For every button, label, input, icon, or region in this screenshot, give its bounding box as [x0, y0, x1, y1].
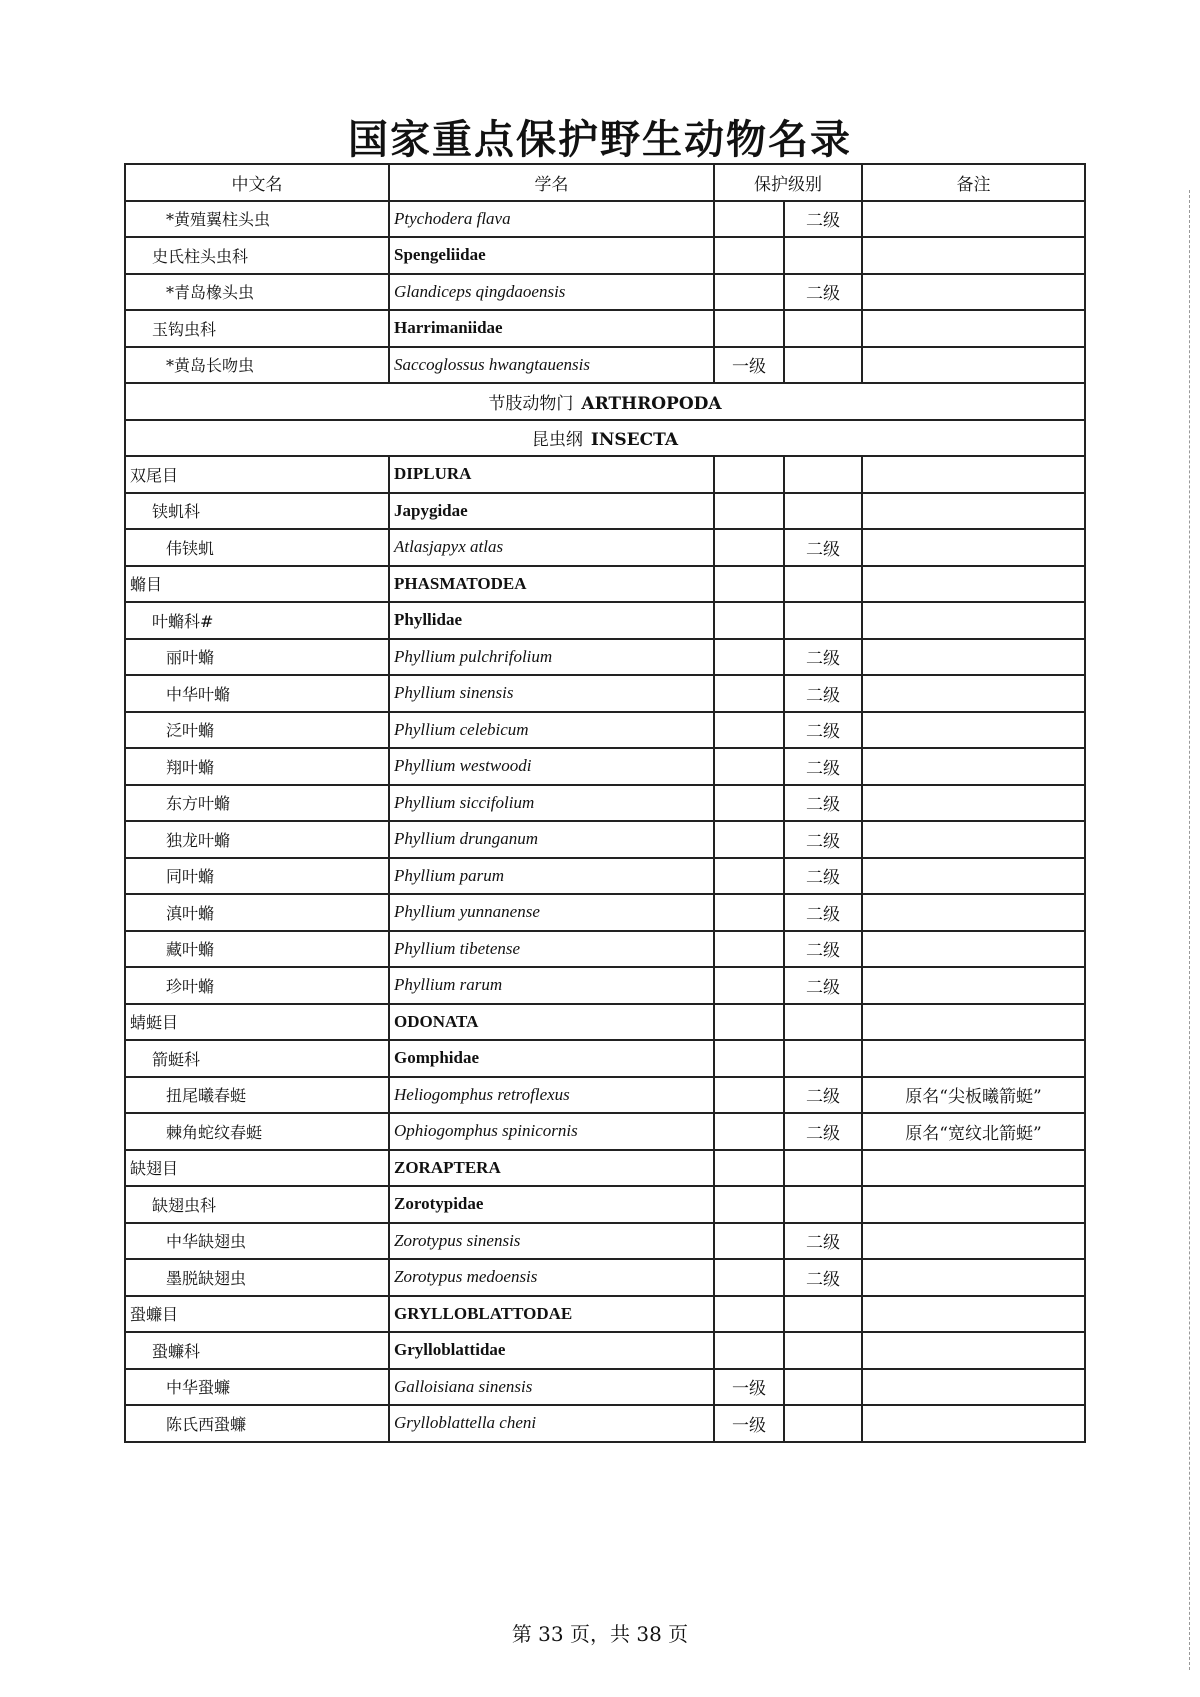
level-one-cell — [714, 529, 784, 566]
scientific-name-cell: Heliogomphus retroflexus — [389, 1077, 714, 1114]
table-row — [125, 1150, 1085, 1187]
scientific-name-cell: Harrimaniidae — [389, 310, 714, 347]
table-row — [125, 420, 1085, 457]
table-row — [125, 931, 1085, 968]
note-cell — [862, 639, 1085, 676]
level-two-cell — [784, 1040, 862, 1077]
note-cell: 原名“宽纹北箭蜓” — [862, 1113, 1085, 1150]
chinese-name-cell: 东方叶䗛 — [125, 785, 389, 822]
group-chinese-name: 节肢动物门 — [488, 393, 574, 414]
scientific-name-cell: Phyllium drunganum — [389, 821, 714, 858]
note-cell — [862, 1186, 1085, 1223]
taxon-group-heading — [125, 420, 1085, 457]
group-chinese-name: 昆虫纲 — [531, 430, 583, 451]
chinese-name-cell: 中华蛩蠊 — [125, 1369, 389, 1406]
scientific-name-cell: Phyllium westwoodi — [389, 748, 714, 785]
chinese-name-cell: 史氏柱头虫科 — [125, 237, 389, 274]
scientific-name-cell: Gomphidae — [389, 1040, 714, 1077]
chinese-name-cell: 翔叶䗛 — [125, 748, 389, 785]
note-cell — [862, 274, 1085, 311]
page-title: 国家重点保护野生动物名录 — [348, 116, 852, 163]
level-two-cell — [784, 310, 862, 347]
level-two-cell — [784, 237, 862, 274]
note-cell — [862, 675, 1085, 712]
chinese-name-cell: *青岛橡头虫 — [125, 274, 389, 311]
level-two-cell: 二级 — [784, 821, 862, 858]
table-row — [125, 201, 1085, 238]
level-two-cell: 二级 — [784, 748, 862, 785]
level-two-cell: 二级 — [784, 639, 862, 676]
level-one-cell — [714, 858, 784, 895]
note-cell — [862, 1405, 1085, 1442]
note-cell — [862, 1369, 1085, 1406]
table-row — [125, 967, 1085, 1004]
level-two-cell — [784, 1369, 862, 1406]
note-cell — [862, 1259, 1085, 1296]
table-row — [125, 529, 1085, 566]
level-one-cell — [714, 712, 784, 749]
level-two-cell — [784, 1186, 862, 1223]
level-two-cell — [784, 1296, 862, 1333]
note-cell — [862, 493, 1085, 530]
scientific-name-cell: GRYLLOBLATTODAE — [389, 1296, 714, 1333]
level-two-cell: 二级 — [784, 785, 862, 822]
table-row — [125, 858, 1085, 895]
table-row — [125, 566, 1085, 603]
level-two-cell: 二级 — [784, 1259, 862, 1296]
chinese-name-cell: *黄殖翼柱头虫 — [125, 201, 389, 238]
note-cell — [862, 712, 1085, 749]
scientific-name-cell: Zorotypidae — [389, 1186, 714, 1223]
level-one-cell — [714, 1223, 784, 1260]
chinese-name-cell: 珍叶䗛 — [125, 967, 389, 1004]
table-row — [125, 1296, 1085, 1333]
note-cell — [862, 1332, 1085, 1369]
level-one-cell — [714, 274, 784, 311]
chinese-name-cell: 䗛目 — [125, 566, 389, 603]
table-row — [125, 456, 1085, 493]
table-row — [125, 1040, 1085, 1077]
scientific-name-cell: Phyllium yunnanense — [389, 894, 714, 931]
level-two-cell: 二级 — [784, 1077, 862, 1114]
level-one-cell — [714, 639, 784, 676]
table-row — [125, 1332, 1085, 1369]
scientific-name-cell: PHASMATODEA — [389, 566, 714, 603]
chinese-name-cell: 蜻蜓目 — [125, 1004, 389, 1041]
scientific-name-cell: Grylloblattella cheni — [389, 1405, 714, 1442]
level-one-cell — [714, 675, 784, 712]
table-row — [125, 602, 1085, 639]
chinese-name-cell: 玉钩虫科 — [125, 310, 389, 347]
header-protection-level: 保护级别 — [714, 164, 862, 201]
chinese-name-cell: 陈氏西蛩蠊 — [125, 1405, 389, 1442]
header-chinese-name: 中文名 — [125, 164, 389, 201]
scientific-name-cell: Glandiceps qingdaoensis — [389, 274, 714, 311]
table-row — [125, 383, 1085, 420]
level-two-cell: 二级 — [784, 274, 862, 311]
chinese-name-cell: 箭蜓科 — [125, 1040, 389, 1077]
level-one-cell — [714, 1259, 784, 1296]
table-row — [125, 1113, 1085, 1150]
note-cell — [862, 456, 1085, 493]
level-one-cell — [714, 1077, 784, 1114]
table-row — [125, 1405, 1085, 1442]
scientific-name-cell: Ophiogomphus spinicornis — [389, 1113, 714, 1150]
level-one-cell: 一级 — [714, 347, 784, 384]
level-one-cell — [714, 1113, 784, 1150]
level-one-cell — [714, 1150, 784, 1187]
note-cell — [862, 931, 1085, 968]
level-one-cell — [714, 931, 784, 968]
level-two-cell — [784, 1150, 862, 1187]
chinese-name-cell: 叶䗛科# — [125, 602, 389, 639]
note-cell — [862, 894, 1085, 931]
table-header-row — [125, 164, 1085, 201]
chinese-name-cell: 扭尾曦春蜓 — [125, 1077, 389, 1114]
chinese-name-cell: 蛩蠊科 — [125, 1332, 389, 1369]
chinese-name-cell: 墨脱缺翅虫 — [125, 1259, 389, 1296]
chinese-name-cell: 藏叶䗛 — [125, 931, 389, 968]
scientific-name-cell: Phyllidae — [389, 602, 714, 639]
chinese-name-cell: 铗虮科 — [125, 493, 389, 530]
note-cell — [862, 858, 1085, 895]
note-cell — [862, 602, 1085, 639]
level-one-cell — [714, 1186, 784, 1223]
scientific-name-cell: Zorotypus medoensis — [389, 1259, 714, 1296]
scientific-name-cell: Phyllium rarum — [389, 967, 714, 1004]
note-cell — [862, 237, 1085, 274]
table-row — [125, 274, 1085, 311]
note-cell — [862, 967, 1085, 1004]
table-row — [125, 748, 1085, 785]
species-table — [124, 163, 1086, 1443]
level-one-cell — [714, 602, 784, 639]
chinese-name-cell: 同叶䗛 — [125, 858, 389, 895]
scientific-name-cell: Ptychodera flava — [389, 201, 714, 238]
level-two-cell — [784, 1405, 862, 1442]
table-row — [125, 347, 1085, 384]
table-row — [125, 639, 1085, 676]
level-one-cell — [714, 1296, 784, 1333]
level-one-cell — [714, 1004, 784, 1041]
table-row — [125, 1259, 1085, 1296]
scientific-name-cell: Grylloblattidae — [389, 1332, 714, 1369]
scientific-name-cell: Phyllium parum — [389, 858, 714, 895]
level-one-cell — [714, 785, 784, 822]
table-row — [125, 237, 1085, 274]
level-one-cell — [714, 894, 784, 931]
level-one-cell — [714, 493, 784, 530]
note-cell — [862, 201, 1085, 238]
chinese-name-cell: 泛叶䗛 — [125, 712, 389, 749]
level-two-cell: 二级 — [784, 1223, 862, 1260]
note-cell: 原名“尖板曦箭蜓” — [862, 1077, 1085, 1114]
level-two-cell: 二级 — [784, 967, 862, 1004]
chinese-name-cell: 缺翅目 — [125, 1150, 389, 1187]
table-row — [125, 493, 1085, 530]
scientific-name-cell: DIPLURA — [389, 456, 714, 493]
scientific-name-cell: Zorotypus sinensis — [389, 1223, 714, 1260]
scientific-name-cell: Saccoglossus hwangtauensis — [389, 347, 714, 384]
table-row — [125, 1369, 1085, 1406]
chinese-name-cell: 缺翅虫科 — [125, 1186, 389, 1223]
note-cell — [862, 785, 1085, 822]
scientific-name-cell: Galloisiana sinensis — [389, 1369, 714, 1406]
page-footer: 第 33 页，共 38 页 — [511, 1622, 689, 1646]
level-two-cell — [784, 602, 862, 639]
table-row — [125, 1077, 1085, 1114]
level-two-cell — [784, 456, 862, 493]
table-row — [125, 310, 1085, 347]
table-row — [125, 1004, 1085, 1041]
level-one-cell — [714, 456, 784, 493]
note-cell — [862, 1296, 1085, 1333]
level-one-cell: 一级 — [714, 1405, 784, 1442]
scientific-name-cell: Japygidae — [389, 493, 714, 530]
level-two-cell: 二级 — [784, 931, 862, 968]
chinese-name-cell: 滇叶䗛 — [125, 894, 389, 931]
chinese-name-cell: 丽叶䗛 — [125, 639, 389, 676]
scientific-name-cell: Phyllium sinensis — [389, 675, 714, 712]
level-one-cell — [714, 821, 784, 858]
chinese-name-cell: 双尾目 — [125, 456, 389, 493]
table-body — [125, 201, 1085, 1442]
level-two-cell — [784, 347, 862, 384]
table-row — [125, 894, 1085, 931]
scan-edge-line — [1188, 190, 1190, 1670]
note-cell — [862, 1004, 1085, 1041]
table-row — [125, 675, 1085, 712]
level-one-cell — [714, 748, 784, 785]
level-two-cell — [784, 1004, 862, 1041]
chinese-name-cell: 蛩蠊目 — [125, 1296, 389, 1333]
level-two-cell: 二级 — [784, 675, 862, 712]
table-row — [125, 1223, 1085, 1260]
scientific-name-cell: Phyllium celebicum — [389, 712, 714, 749]
taxon-group-heading — [125, 383, 1085, 420]
table-row — [125, 1186, 1085, 1223]
note-cell — [862, 1150, 1085, 1187]
scientific-name-cell: Phyllium tibetense — [389, 931, 714, 968]
header-notes: 备注 — [862, 164, 1085, 201]
group-scientific-name: INSECTA — [590, 430, 679, 451]
level-one-cell — [714, 967, 784, 1004]
note-cell — [862, 310, 1085, 347]
level-two-cell: 二级 — [784, 529, 862, 566]
chinese-name-cell: 中华缺翅虫 — [125, 1223, 389, 1260]
scientific-name-cell: Spengeliidae — [389, 237, 714, 274]
chinese-name-cell: 棘角蛇纹春蜓 — [125, 1113, 389, 1150]
chinese-name-cell: 中华叶䗛 — [125, 675, 389, 712]
level-two-cell: 二级 — [784, 858, 862, 895]
scientific-name-cell: ZORAPTERA — [389, 1150, 714, 1187]
level-one-cell — [714, 310, 784, 347]
level-two-cell: 二级 — [784, 1113, 862, 1150]
scientific-name-cell: Phyllium siccifolium — [389, 785, 714, 822]
chinese-name-cell: *黄岛长吻虫 — [125, 347, 389, 384]
level-one-cell — [714, 566, 784, 603]
level-two-cell — [784, 493, 862, 530]
chinese-name-cell: 伟铗虮 — [125, 529, 389, 566]
level-two-cell: 二级 — [784, 894, 862, 931]
note-cell — [862, 1223, 1085, 1260]
level-one-cell — [714, 237, 784, 274]
level-two-cell — [784, 1332, 862, 1369]
note-cell — [862, 1040, 1085, 1077]
note-cell — [862, 566, 1085, 603]
level-one-cell: 一级 — [714, 1369, 784, 1406]
level-one-cell — [714, 201, 784, 238]
scientific-name-cell: Phyllium pulchrifolium — [389, 639, 714, 676]
table-row — [125, 821, 1085, 858]
level-two-cell: 二级 — [784, 712, 862, 749]
table-row — [125, 785, 1085, 822]
header-scientific-name: 学名 — [389, 164, 714, 201]
chinese-name-cell: 独龙叶䗛 — [125, 821, 389, 858]
level-one-cell — [714, 1332, 784, 1369]
scientific-name-cell: ODONATA — [389, 1004, 714, 1041]
group-scientific-name: ARTHROPODA — [581, 393, 722, 414]
note-cell — [862, 821, 1085, 858]
note-cell — [862, 748, 1085, 785]
level-one-cell — [714, 1040, 784, 1077]
note-cell — [862, 529, 1085, 566]
note-cell — [862, 347, 1085, 384]
table-row — [125, 712, 1085, 749]
level-two-cell: 二级 — [784, 201, 862, 238]
level-two-cell — [784, 566, 862, 603]
scientific-name-cell: Atlasjapyx atlas — [389, 529, 714, 566]
